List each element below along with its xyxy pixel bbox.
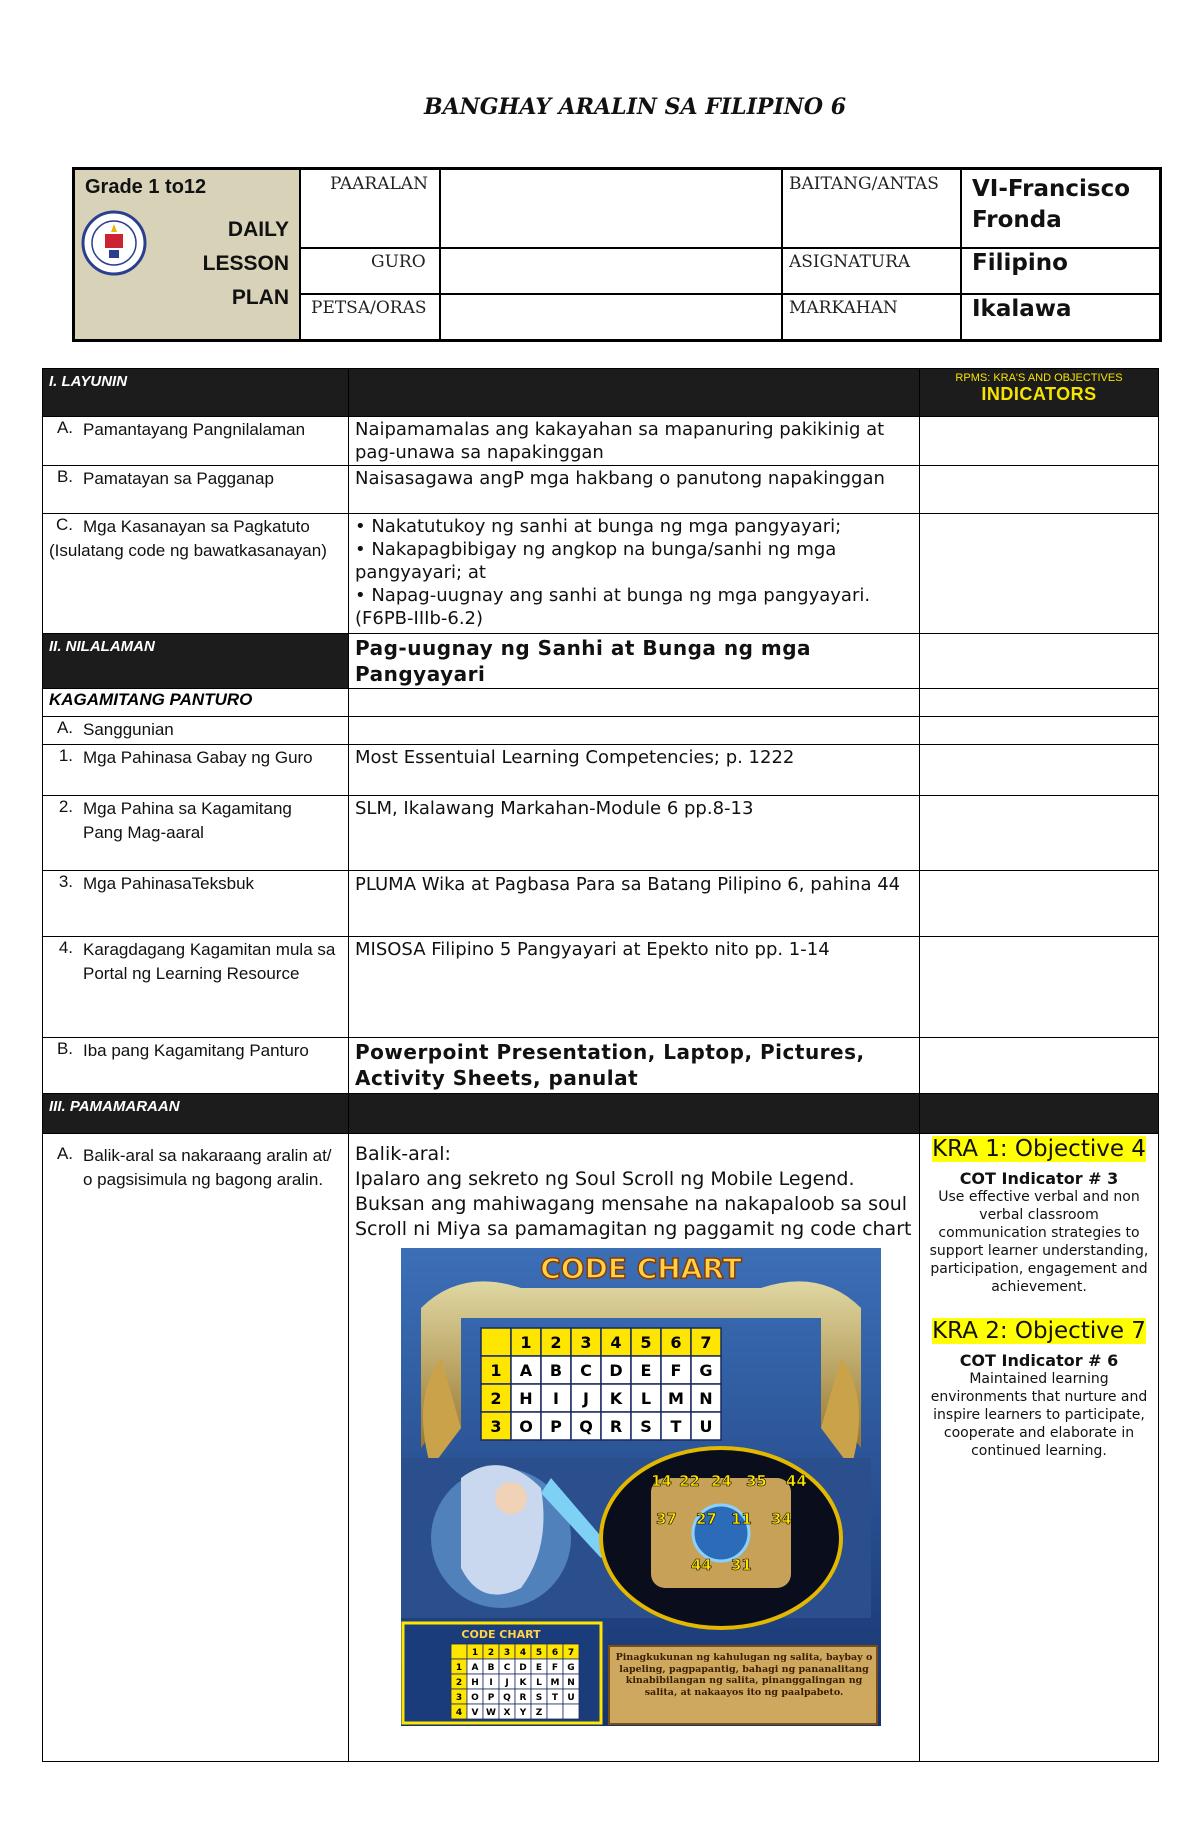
grid-col-header: 2	[550, 1332, 562, 1352]
table-row	[43, 466, 1159, 514]
grid-letter: M	[668, 1388, 684, 1408]
kra-title: KRA 2: Objective 7	[932, 1318, 1146, 1344]
row-number: B.	[56, 467, 73, 486]
grid-col-header: 7	[700, 1332, 712, 1352]
grid-col-header: 1	[520, 1332, 532, 1352]
scroll-code: 37	[656, 1510, 677, 1528]
grid-letter: F	[670, 1360, 682, 1380]
row-number: 2.	[58, 797, 73, 816]
grid-letter: P	[550, 1416, 562, 1436]
row-number: 1.	[58, 746, 73, 765]
mini-code-grid	[451, 1644, 579, 1719]
markahan-label: MARKAHAN	[789, 298, 898, 318]
mini-grid-cell: K	[519, 1678, 527, 1688]
mini-grid-cell: X	[503, 1708, 511, 1718]
row-label: Pamantayang Pangnilalaman	[83, 420, 306, 439]
mini-grid-cell: 2	[455, 1678, 463, 1688]
mini-grid-cell: O	[471, 1693, 479, 1703]
layunin-section-row	[43, 369, 1159, 417]
guro-label: GURO	[371, 252, 426, 272]
cot-indicator: COT Indicator # 6	[959, 1351, 1119, 1370]
scroll-code: 22	[679, 1472, 700, 1490]
cot-description: Maintained learning environments that nurture and inspire learners to participate, cooperate and elaborate in continued learning.	[930, 1371, 1148, 1459]
asignatura-label: ASIGNATURA	[789, 252, 911, 272]
mini-grid-cell: E	[535, 1663, 543, 1673]
teksbuk-value: PLUMA Wika at Pagbasa Para sa Batang Pilipino 6, pahina 44	[349, 871, 920, 937]
lesson-plan-table	[42, 368, 1159, 1762]
scroll-code: 27	[696, 1510, 717, 1528]
mini-grid-cell: Y	[519, 1708, 527, 1718]
mini-grid-cell: P	[487, 1693, 495, 1703]
balik-aral-text: Buksan ang mahiwagang mensahe na nakapaloob sa soul Scroll ni Miya sa pamamagitan ng paggamit ng code chart	[355, 1193, 912, 1240]
mini-grid-cell: 1	[455, 1663, 463, 1673]
grid-letter: I	[553, 1388, 559, 1408]
table-row	[43, 745, 1159, 796]
mini-grid-cell: G	[567, 1663, 575, 1673]
scroll-code: 44	[786, 1472, 807, 1490]
grid-letter: S	[640, 1416, 652, 1436]
pamamaraan-heading: III. PAMAMARAAN	[43, 1094, 349, 1134]
daily-label: DAILY	[227, 218, 289, 241]
row-number: A.	[56, 718, 73, 737]
grid-letter: T	[670, 1416, 682, 1436]
table-row	[43, 717, 1159, 745]
mini-grid-cell: 2	[487, 1648, 495, 1658]
grid-letter: G	[699, 1360, 713, 1380]
kasanayan-item: • Napag-uugnay ang sanhi at bunga ng mga pangyayari. (F6PB-IIIb-6.2)	[355, 585, 871, 629]
scroll-code: 34	[771, 1510, 792, 1528]
mini-grid-cell: 1	[471, 1648, 479, 1658]
grid-letter: A	[519, 1360, 533, 1380]
grid-col-header: 5	[640, 1332, 652, 1352]
mini-grid-cell: 7	[567, 1648, 575, 1658]
row-label: Sanggunian	[83, 720, 174, 739]
row-label: Mga Kasanayan sa Pagkatuto	[83, 517, 310, 536]
mini-grid-cell: F	[551, 1663, 559, 1673]
kra-block	[926, 1136, 1152, 1296]
mini-grid-cell: V	[471, 1708, 479, 1718]
row-label: Balik-aral sa nakaraang aralin at/ o pagsisimula ng bagong aralin.	[83, 1146, 332, 1189]
row-label: Portal ng Learning Resource	[83, 964, 300, 983]
grade-label: Grade 1 to12	[85, 176, 207, 198]
mini-grid-cell: 4	[519, 1648, 527, 1658]
balik-aral-heading: Balik-aral:	[355, 1143, 451, 1165]
grid-row-header: 2	[490, 1388, 502, 1408]
grid-letter: N	[699, 1388, 713, 1408]
petsa-label: PETSA/ORAS	[311, 298, 427, 318]
mini-chart-title: CODE CHART	[461, 1628, 541, 1641]
mini-grid-cell: H	[471, 1678, 479, 1688]
mini-grid-cell: R	[519, 1693, 527, 1703]
grid-letter: J	[583, 1388, 589, 1408]
table-row	[43, 514, 1159, 634]
grid-letter: Q	[579, 1416, 593, 1436]
cot-indicator: COT Indicator # 3	[959, 1169, 1119, 1188]
scroll-code: 24	[711, 1472, 732, 1490]
grid-row-header: 1	[490, 1360, 502, 1380]
mini-grid-cell: C	[503, 1663, 511, 1673]
code-chart-graphic	[401, 1248, 881, 1726]
kra-block	[926, 1318, 1152, 1460]
grid-letter: E	[640, 1360, 652, 1380]
mini-grid-cell: L	[536, 1678, 542, 1688]
iba-value: Powerpoint Presentation, Laptop, Pictures, Activity Sheets, panulat	[349, 1038, 920, 1094]
pamantayang-value: Naipamamalas ang kakayahan sa mapanuring pakikinig at pag-unawa sa napakinggan	[349, 417, 920, 466]
mini-grid-cell: M	[550, 1678, 560, 1688]
kagamitan-section-row	[43, 689, 1159, 717]
mini-grid-cell: 4	[455, 1708, 463, 1718]
mini-grid-cell: W	[486, 1708, 496, 1718]
mini-grid-cell: Q	[503, 1693, 511, 1703]
page-title: BANGHAY ARALIN SA FILIPINO 6	[424, 94, 846, 120]
rpms-line1: RPMS: KRA'S AND OBJECTIVES	[955, 372, 1123, 384]
kagamitan-heading: KAGAMITANG PANTURO	[43, 689, 349, 717]
mini-grid-cell: 5	[535, 1648, 543, 1658]
deped-logo-panel	[75, 170, 301, 339]
grid-letter: B	[549, 1360, 563, 1380]
code-grid	[481, 1328, 721, 1440]
deped-seal-icon	[81, 210, 147, 276]
grid-col-header: 3	[580, 1332, 592, 1352]
row-number: A.	[56, 418, 73, 437]
header-block	[72, 167, 1162, 342]
row-sublabel: (Isulatang code ng bawatkasanayan)	[49, 541, 327, 560]
nilalaman-heading: II. NILALAMAN	[43, 634, 349, 689]
grid-letter: K	[609, 1388, 623, 1408]
grid-letter: C	[580, 1360, 592, 1380]
row-label: Pamatayan sa Pagganap	[83, 469, 274, 488]
kra-title: KRA 1: Objective 4	[932, 1136, 1146, 1162]
row-label: Iba pang Kagamitang Panturo	[83, 1041, 309, 1060]
paaralan-label: PAARALAN	[330, 174, 428, 194]
baitang-label: BAITANG/ANTAS	[789, 174, 939, 194]
baitang-value: VI-Francisco Fronda	[972, 176, 1131, 233]
mini-grid-cell: J	[505, 1678, 509, 1688]
code-chart-title: CODE CHART	[540, 1252, 742, 1285]
mini-grid-cell: 3	[455, 1693, 463, 1703]
table-row	[43, 417, 1159, 466]
table-row	[43, 1134, 1159, 1762]
plan-label: PLAN	[231, 286, 289, 309]
nilalaman-section-row	[43, 634, 1159, 689]
table-row	[43, 796, 1159, 871]
karagdagang-value: MISOSA Filipino 5 Pangyayari at Epekto nito pp. 1-14	[349, 937, 920, 1038]
scroll-code: 31	[731, 1556, 752, 1574]
code-chart-illustration	[401, 1248, 881, 1726]
mini-grid-cell: I	[489, 1678, 493, 1688]
row-label: Pang Mag-aaral	[83, 823, 204, 842]
table-row	[43, 937, 1159, 1038]
layunin-heading: I. LAYUNIN	[43, 369, 349, 417]
kasanayan-item: • Nakapagbibigay ng angkop na bunga/sanhi ng mga pangyayari; at	[355, 539, 837, 583]
asignatura-value: Filipino	[972, 250, 1068, 276]
grid-col-header: 6	[670, 1332, 682, 1352]
grid-col-header: 4	[610, 1332, 622, 1352]
grid-letter: O	[519, 1416, 533, 1436]
grid-letter: H	[519, 1388, 533, 1408]
mini-grid-cell: D	[519, 1663, 527, 1673]
scroll-code: 11	[731, 1510, 752, 1528]
scroll-code: 14	[651, 1472, 672, 1490]
mini-grid-cell: A	[471, 1663, 479, 1673]
kagamitang-value: SLM, Ikalawang Markahan-Module 6 pp.8-13	[349, 796, 920, 871]
row-number: A.	[56, 1144, 73, 1163]
rpms-heading	[920, 369, 1159, 417]
mini-grid-cell: T	[551, 1693, 559, 1703]
mini-grid-cell: 6	[551, 1648, 559, 1658]
row-number: B.	[56, 1039, 73, 1058]
row-label: Mga PahinasaTeksbuk	[83, 874, 255, 893]
mini-grid-cell: N	[567, 1678, 575, 1688]
pagganap-value: Naisasagawa angP mga hakbang o panutong napakinggan	[349, 466, 920, 514]
row-label: Karagdagang Kagamitan mula sa	[83, 940, 336, 959]
gabay-value: Most Essentuial Learning Competencies; p. 1222	[349, 745, 920, 796]
table-row	[43, 1038, 1159, 1094]
balik-aral-text: Ipalaro ang sekreto ng Soul Scroll ng Mobile Legend.	[355, 1168, 855, 1190]
lesson-label: LESSON	[202, 252, 289, 275]
mini-grid-cell: U	[567, 1693, 575, 1703]
cot-description: Use effective verbal and non verbal classroom communication strategies to support learner understanding, participation, engagement and achievement.	[929, 1189, 1149, 1295]
row-label: Mga Pahinasa Gabay ng Guro	[83, 748, 313, 767]
scroll-code: 44	[691, 1556, 712, 1574]
markahan-value: Ikalawa	[972, 296, 1072, 322]
code-chart-caption: Pinagkukunan ng kahulugan ng salita, baybay o lapeling, pagpapantig, bahagi ng pananalitang kinabibilangan ng salita, pinanggalingan ng salita, at nakaayos ito ng paalpabeto.	[615, 1652, 873, 1698]
mini-grid-cell: S	[535, 1693, 543, 1703]
grid-letter: U	[699, 1416, 713, 1436]
grid-letter: D	[609, 1360, 623, 1380]
grid-row-header: 3	[490, 1416, 502, 1436]
kasanayan-item: • Nakatutukoy ng sanhi at bunga ng mga pangyayari;	[355, 516, 842, 537]
mini-grid-cell: Z	[535, 1708, 543, 1718]
grid-letter: L	[640, 1388, 652, 1408]
pamamaraan-section-row	[43, 1094, 1159, 1134]
table-row	[43, 871, 1159, 937]
grid-letter: R	[609, 1416, 623, 1436]
row-number: 4.	[58, 938, 73, 957]
scroll-code: 35	[746, 1472, 767, 1490]
nilalaman-value: Pag-uugnay ng Sanhi at Bunga ng mga Pangyayari	[349, 634, 920, 689]
row-label: Mga Pahina sa Kagamitang	[83, 799, 292, 818]
mini-grid-cell: B	[487, 1663, 495, 1673]
rpms-line2: INDICATORS	[981, 384, 1097, 404]
mini-grid-cell: 3	[503, 1648, 511, 1658]
row-number: 3.	[58, 872, 73, 891]
row-number: C.	[56, 515, 73, 534]
